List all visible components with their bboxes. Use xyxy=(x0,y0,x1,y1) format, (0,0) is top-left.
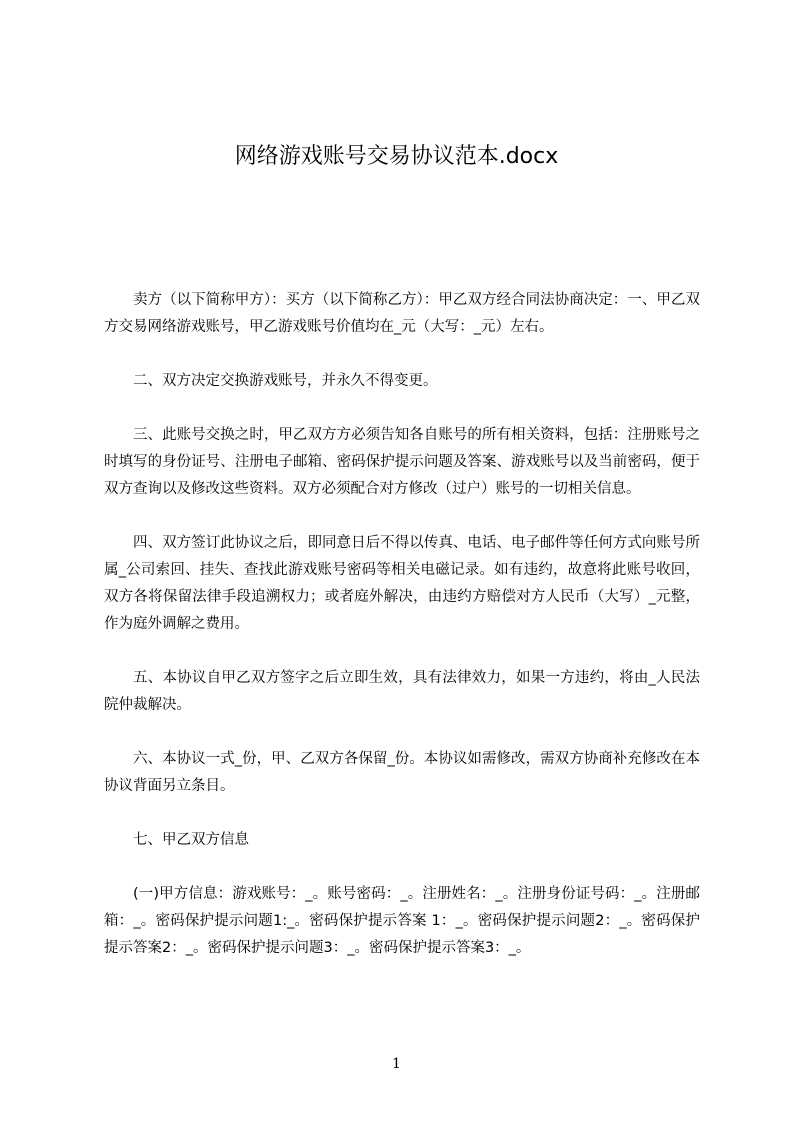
page-number: 1 xyxy=(392,1056,401,1072)
paragraph-clause-7: 七、甲乙双方信息 xyxy=(133,832,249,848)
paragraph-party-a-info: (一)甲方信息：游戏账号：_。账号密码：_。注册姓名：_。注册身份证号码：_。注册邮箱：_。密码保护提示问题1:_。密码保护提示答案 1：_。密码保护提示问题2：_。密码保护提示答案2：_。密码保护提示问题3：_。密码保护提示答案3：_。 xyxy=(104,886,700,956)
paragraph-clause-2: 二、双方决定交换游戏账号，并永久不得变更。 xyxy=(133,373,438,389)
document-title: 网络游戏账号交易协议范本.docx xyxy=(234,144,559,169)
paragraph-clause-3: 三、此账号交换之时，甲乙双方方必须告知各自账号的所有相关资料，包括：注册账号之时填写的身份证号、注册电子邮箱、密码保护提示问题及答案、游戏账号以及当前密码，便于双方查询以及修改这些资料。双方必须配合对方修改（过户）账号的一切相关信息。 xyxy=(104,427,700,497)
document-body xyxy=(104,287,700,989)
paragraph-clause-4: 四、双方签订此协议之后，即同意日后不得以传真、电话、电子邮件等任何方式向账号所属_公司索回、挂失、查找此游戏账号密码等相关电磁记录。如有违约，故意将此账号收回，双方各将保留法律手段追溯权力；或者庭外解决，由违约方赔偿对方人民币（大写）_元整，作为庭外调解之费用。 xyxy=(104,535,700,632)
paragraph-clause-6: 六、本协议一式_份，甲、乙双方各保留_份。本协议如需修改，需双方协商补充修改在本协议背面另立条目。 xyxy=(104,751,700,794)
paragraph-parties: 卖方（以下简称甲方）：买方（以下简称乙方）：甲乙双方经合同法协商决定：一、甲乙双方交易网络游戏账号，甲乙游戏账号价值均在_元（大写：_元）左右。 xyxy=(104,292,700,335)
paragraph-clause-5: 五、本协议自甲乙双方签字之后立即生效，具有法律效力，如果一方违约，将由_人民法院仲裁解决。 xyxy=(104,670,700,713)
